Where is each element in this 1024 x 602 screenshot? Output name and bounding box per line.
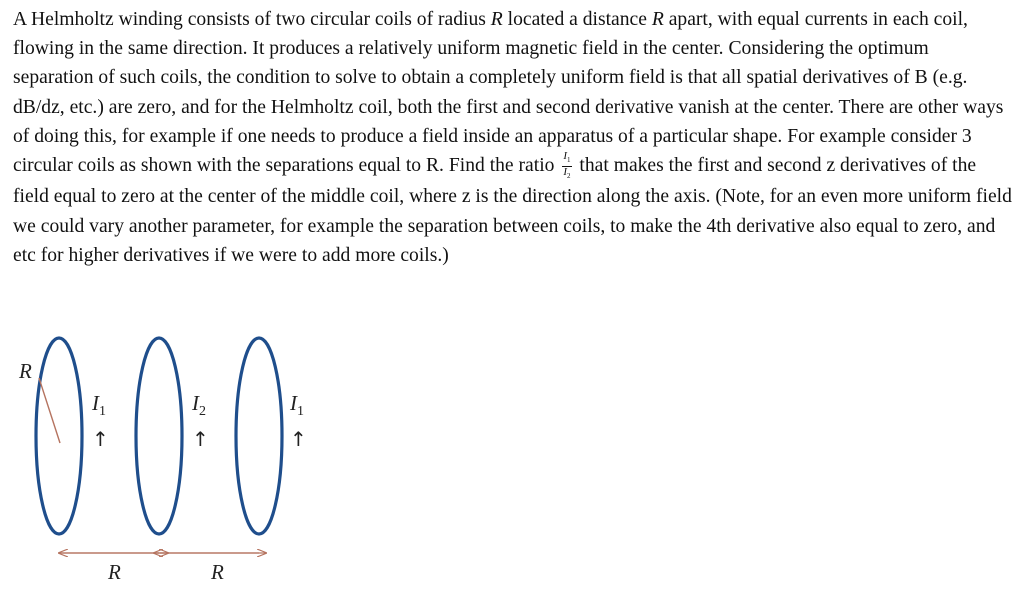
var-radius: R xyxy=(490,9,503,30)
current-label-coil1: $I_1$ xyxy=(92,391,106,419)
current-label-coil2: $I_2$ xyxy=(192,391,206,419)
ratio-fraction xyxy=(562,151,571,182)
text-part-2: located a distance xyxy=(502,9,652,30)
coil-figure xyxy=(0,300,340,595)
separation-label-2: R xyxy=(211,560,224,584)
ratio-numerator: I xyxy=(563,150,568,163)
var-distance: R xyxy=(651,9,664,30)
radius-label: R xyxy=(19,359,32,383)
coil-middle xyxy=(136,338,182,534)
coil-right xyxy=(236,338,282,534)
problem-statement xyxy=(13,5,1013,270)
ratio-denominator-sub: 2 xyxy=(567,172,571,181)
coil-left xyxy=(36,338,82,534)
radius-line xyxy=(39,378,60,443)
separation-label-1: R xyxy=(108,560,121,584)
text-part-1: A Helmholtz winding consists of two circular coils of radius xyxy=(13,9,491,30)
current-arrow-coil1: ↑ xyxy=(92,427,109,451)
current-arrow-coil2: ↑ xyxy=(192,427,209,451)
text-part-3: apart, with equal currents in each coil, flowing in the same direction. It produces a relatively uniform magnetic field in the center. Considering the optimum separation of such coils, the condition to solve to obtain a completely uniform field is that all spatial derivatives of B (e.g. dB/dz, etc.) are zero, and for the Helmholtz coil, both the first and second derivative vanish at the center. There are other ways of doing this, for example if one needs to produce a field inside an apparatus of a particular shape. For example consider 3 circular coils as shown with the separations equal to R. Find the ratio xyxy=(13,9,1004,177)
text-part-4: that makes the first and second z derivatives of the field equal to zero at the center of the middle coil, where z is the direction along the axis. (Note, for an even more uniform field we could vary another parameter, for example the separation between coils, to make the 4th derivative also equal to zero, and etc for higher derivatives if we were to add more coils.) xyxy=(13,155,1012,266)
ratio-numerator-sub: 1 xyxy=(567,156,571,165)
current-arrow-coil3: ↑ xyxy=(290,427,307,451)
current-label-coil3: $I_1$ xyxy=(290,391,304,419)
ratio-denominator: I xyxy=(563,166,568,179)
